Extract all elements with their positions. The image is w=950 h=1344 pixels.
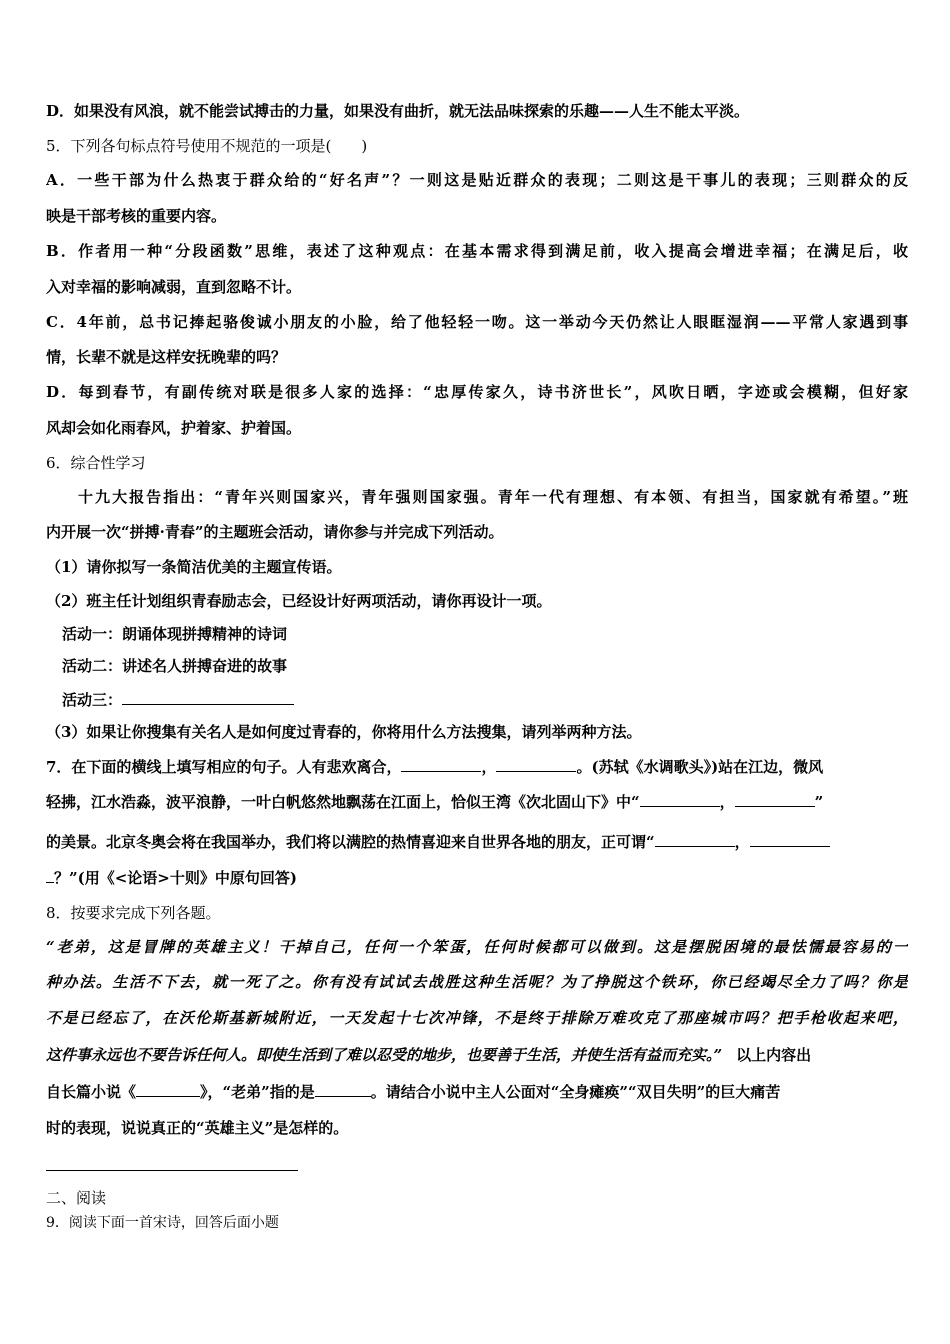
q8-quote-line2: 种办法。生活不下去，就一死了之。你有没有试试去战胜这种生活呢？为了挣脱这个铁环，你已经竭尽全力了吗？你是 xyxy=(46,973,908,991)
q5-option-b-line1: B．作者用一种“分段函数”思维，表述了这种观点：在基本需求得到满足前，收入提高会增进幸福；在满足后，收 xyxy=(46,242,908,260)
q6-activity2: 活动二：讲述名人拼搏奋进的故事 xyxy=(62,657,288,675)
q8-quote-line3: 不是已经忘了，在沃伦斯基新城附近，一天发起十七次冲锋，不是终于排除万难攻克了那座城市吗？把手枪收起来吧， xyxy=(46,1009,908,1027)
q6-part3: （3）如果让你搜集有关名人是如何度过青春的，你将用什么方法搜集，请列举两种方法。 xyxy=(46,723,642,741)
q7-line2: 轻拂，江水浩淼，波平浪静，一叶白帆悠然地飘荡在江面上，恰似王湾《次北固山下》中“ ， ” xyxy=(46,793,824,811)
q5-option-b-line2: 入对幸福的影响减弱，直到忽略不计。 xyxy=(46,278,302,296)
q8-source-intro: 以上内容出 xyxy=(736,1046,812,1064)
q8-line6: 时的表现，说说真正的“英雄主义”是怎样的。 xyxy=(46,1119,349,1137)
answer-blank xyxy=(735,792,815,807)
answer-blank xyxy=(640,792,720,807)
q4-option-d xyxy=(46,101,908,121)
q5-option-a-line2: 映是干部考核的重要内容。 xyxy=(46,207,227,225)
q5-option-d-line1: D．每到春节，有副传统对联是很多人家的选择：“忠厚传家久，诗书济世长”，风吹日晒，字迹或会模糊，但好家 xyxy=(46,383,908,401)
q6-intro-line2: 内开展一次“拼搏·青春”的主题班会活动，请你参与并完成下列活动。 xyxy=(46,523,504,541)
q8-stem: 8．按要求完成下列各题。 xyxy=(46,904,221,922)
option-label: D． xyxy=(46,102,75,120)
q6-stem: 6．综合性学习 xyxy=(46,454,146,472)
option-text: 如果没有风浪，就不能尝试搏击的力量，如果没有曲折，就无法品味探索的乐趣——人生不能太平淡。 xyxy=(74,102,750,120)
q6-intro-line1: 十九大报告指出：“青年兴则国家兴，青年强则国家强。青年一代有理想、有本领、有担当，国家就有希望。”班 xyxy=(78,488,908,506)
q5-option-a-line1: A．一些干部为什么热衷于群众给的“好名声”？一则这是贴近群众的表现；二则这是干事儿的表现；三则群众的反 xyxy=(46,171,908,189)
section-title: 二、阅读 xyxy=(46,1189,107,1207)
q5-stem: 5．下列各句标点符号使用不规范的一项是( ) xyxy=(46,137,368,155)
q7-line4: ？”(用《<论语>十则》中原句回答) xyxy=(46,868,908,888)
answer-blank xyxy=(496,757,576,772)
q5-option-c-line1: C．4年前，总书记捧起骆俊诚小朋友的小脸，给了他轻轻一吻。这一举动今天仍然让人眼眶湿润——平常人家遇到事 xyxy=(46,313,908,331)
answer-line xyxy=(46,1170,298,1171)
q6-part2: （2）班主任计划组织青春励志会，已经设计好两项活动，请你再设计一项。 xyxy=(46,592,552,610)
q7-line1: 7．在下面的横线上填写相应的句子。人有悲欢离合， ， 。(苏轼《水调歌头》)站在江边，微风 xyxy=(46,758,824,776)
answer-blank xyxy=(401,757,481,772)
q9-stem: 9．阅读下面一首宋诗，回答后面小题 xyxy=(46,1215,279,1231)
q8-line5: 自长篇小说《 》，“老弟”指的是 。请结合小说中主人公面对“全身瘫痪”“双目失明”的巨大痛苦 xyxy=(46,1083,781,1101)
q8-quote-line4: 这件事永远也不要告诉任何人。即使生活到了难以忍受的地步，也要善于生活，并使生活有益而充实。” 以上内容出 xyxy=(46,1046,812,1064)
q5-option-c-line2: 情，长辈不就是这样安抚晚辈的吗？ xyxy=(46,348,287,366)
answer-blank xyxy=(46,868,54,883)
q6-activity3: 活动三： xyxy=(62,690,924,710)
q8-quote-line1: “老弟，这是冒牌的英雄主义！干掉自己，任何一个笨蛋，任何时候都可以做到。这是摆脱困境的最怯懦最容易的一 xyxy=(46,938,908,956)
answer-blank xyxy=(750,832,830,847)
q6-activity1: 活动一：朗诵体现拼搏精神的诗词 xyxy=(62,625,288,643)
answer-blank xyxy=(315,1082,371,1097)
answer-blank xyxy=(655,832,735,847)
q6-part1: （1）请你拟写一条简洁优美的主题宣传语。 xyxy=(46,558,342,576)
answer-blank xyxy=(136,1082,200,1097)
q7-line3: 的美景。北京冬奥会将在我国举办，我们将以满腔的热情喜迎来自世界各地的朋友，正可谓“ ， xyxy=(46,832,908,852)
q5-option-d-line2: 风却会如化雨春风，护着家、护着国。 xyxy=(46,419,302,437)
answer-blank xyxy=(122,690,294,705)
